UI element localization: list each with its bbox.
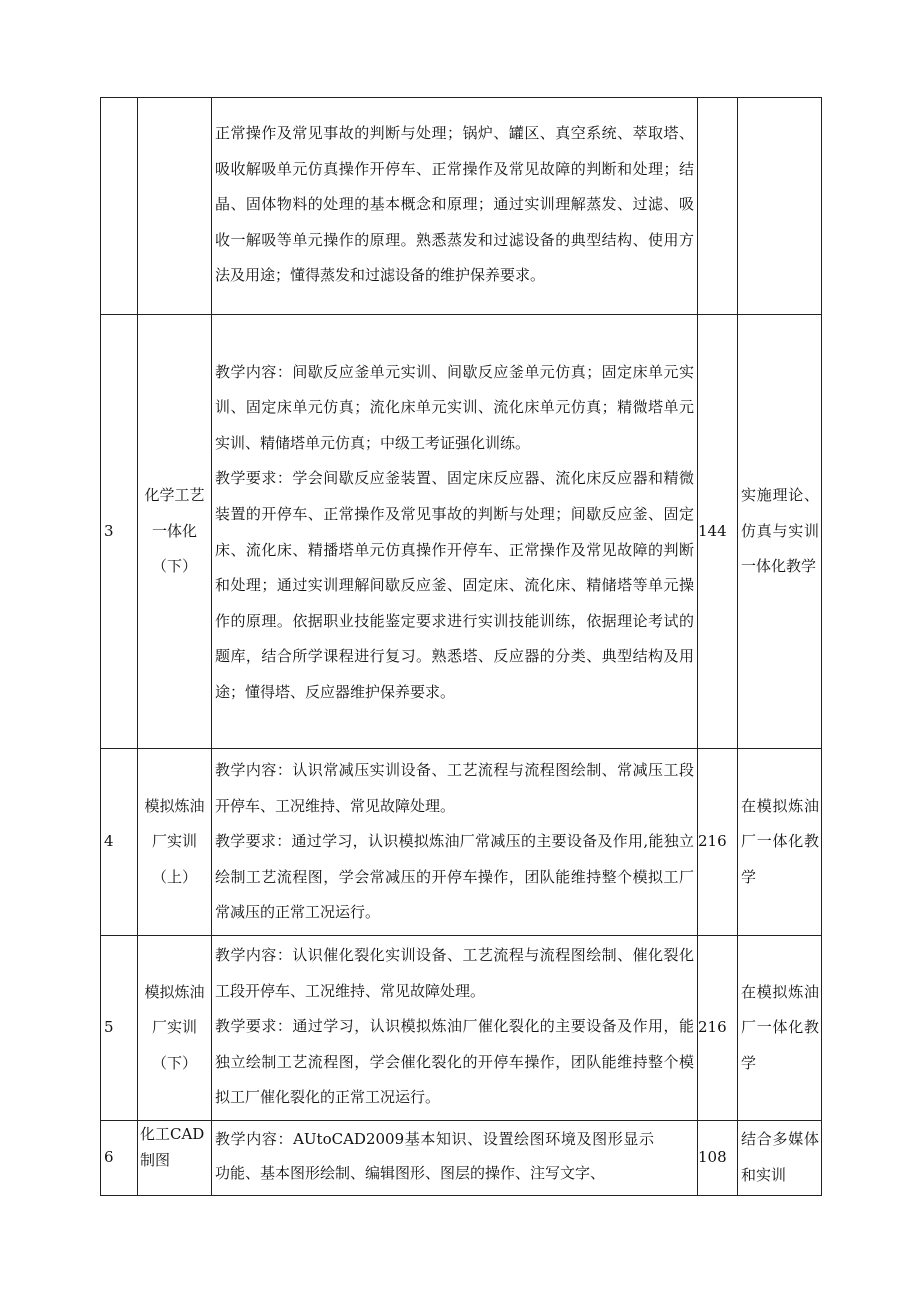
- teaching-method-cell: 在模拟炼油厂一体化教学: [738, 749, 822, 936]
- course-number-cell: [101, 98, 138, 315]
- teaching-content-paragraph: 教学内容：认识常减压实训设备、工艺流程与流程图绘制、常减压工段开停车、工况维持、常见故障处理。: [215, 761, 694, 815]
- course-content-cell: [212, 1120, 698, 1195]
- course-number-cell: 3: [101, 315, 138, 749]
- teaching-requirement-paragraph: 教学要求：学会间歇反应釜装置、固定床反应器、流化床反应器和精微装置的开停车、正常操作及常见事故的判断与处理；间歇反应釜、固定床、流化床、精播塔单元仿真操作开停车、正常操作及常见故障的判断和处理；通过实训理解间歇反应釜、固定床、流化床、精储塔等单元操作的原理。依据职业技能鉴定要求进行实训技能训练，依据理论考试的题库，结合所学课程进行复习。熟悉塔、反应器的分类、典型结构及用途；懂得塔、反应器维护保养要求。: [215, 469, 694, 701]
- table-row: [101, 1120, 822, 1195]
- course-name-cell: 模拟炼油厂实训（下）: [138, 935, 212, 1120]
- course-hours-cell: 216: [698, 749, 738, 936]
- content-paragraph: 正常操作及常见事故的判断与处理；锅炉、罐区、真空系统、萃取塔、吸收解吸单元仿真操作开停车、正常操作及常见故障的判断和处理；结晶、固体物料的处理的基本概念和原理；通过实训理解蒸发、过滤、吸收一解吸等单元操作的原理。熟悉蒸发和过滤设备的典型结构、使用方法及用途；懂得蒸发和过滤设备的维护保养要求。: [215, 124, 694, 285]
- course-number-cell: 6: [101, 1120, 138, 1195]
- course-hours-cell: [698, 98, 738, 315]
- table-row: [101, 98, 822, 315]
- course-name-text: 化工CAD制图: [140, 1124, 205, 1169]
- course-name-cell: [138, 1120, 212, 1195]
- course-content-cell: [212, 749, 698, 936]
- curriculum-table: [100, 97, 822, 1196]
- course-hours-cell: 216: [698, 935, 738, 1120]
- course-number-cell: 4: [101, 749, 138, 936]
- course-name-cell: [138, 98, 212, 315]
- table-row: [101, 935, 822, 1120]
- teaching-requirement-paragraph: 教学要求：通过学习，认识模拟炼油厂常减压的主要设备及作用,能独立绘制工艺流程图，学会常减压的开停车操作，团队能维持整个模拟工厂常减压的正常工况运行。: [215, 832, 694, 922]
- course-number-cell: 5: [101, 935, 138, 1120]
- course-hours-cell: 144: [698, 315, 738, 749]
- course-content-cell: [212, 315, 698, 749]
- teaching-content-paragraph: 教学内容：间歇反应釜单元实训、间歇反应釜单元仿真；固定床单元实训、固定床单元仿真；流化床单元实训、流化床单元仿真；精微塔单元实训、精储塔单元仿真；中级工考证强化训练。: [215, 362, 694, 452]
- teaching-content-paragraph: 教学内容：认识催化裂化实训设备、工艺流程与流程图绘制、催化裂化工段开停车、工况维持、常见故障处理。: [215, 945, 694, 1000]
- teaching-content-paragraph: 教学内容：AUtoCAD2009基本知识、设置绘图环境及图形显示功能、基本图形绘制、编辑图形、图层的操作、注写文字、: [215, 1129, 654, 1182]
- course-name-cell: 化学工艺一体化（下）: [138, 315, 212, 749]
- course-name-cell: 模拟炼油厂实训（上）: [138, 749, 212, 936]
- teaching-method-cell: 在模拟炼油厂一体化教学: [738, 935, 822, 1120]
- teaching-method-cell: 结合多媒体和实训: [738, 1120, 822, 1195]
- course-hours-cell: 108: [698, 1120, 738, 1195]
- teaching-method-cell: 实施理论、仿真与实训一体化教学: [738, 315, 822, 749]
- course-content-cell: [212, 935, 698, 1120]
- teaching-requirement-paragraph: 教学要求：通过学习，认识模拟炼油厂催化裂化的主要设备及作用，能独立绘制工艺流程图，学会催化裂化的开停车操作，团队能维持整个模拟工厂催化裂化的正常工况运行。: [215, 1017, 694, 1107]
- teaching-method-cell: [738, 98, 822, 315]
- table-row: [101, 315, 822, 749]
- course-content-cell: [212, 98, 698, 315]
- table-row: [101, 749, 822, 936]
